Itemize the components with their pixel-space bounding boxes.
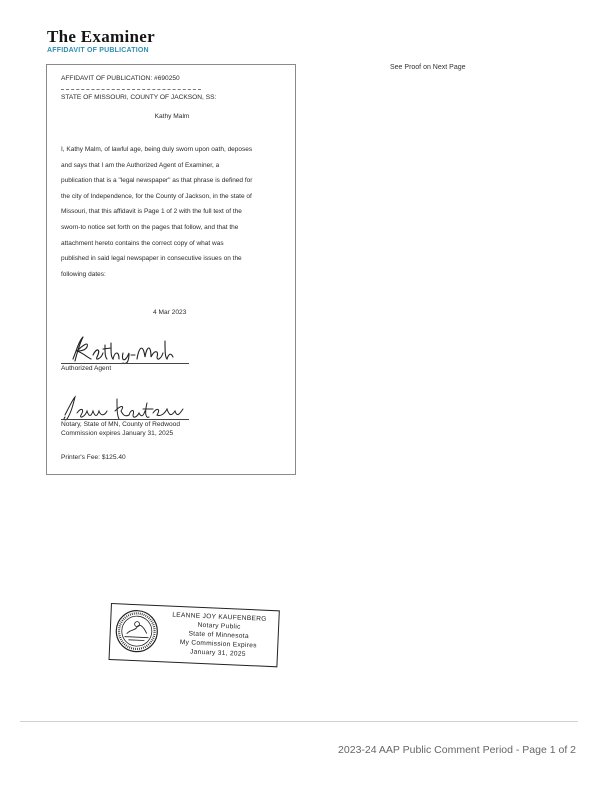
- paragraph-line: following dates:: [61, 270, 106, 278]
- notary-signature-line: [61, 419, 189, 420]
- paragraph-line: sworn-to notice set forth on the pages that follow, and that the: [61, 223, 239, 231]
- affidavit-box: [46, 64, 296, 475]
- notary-line: Notary, State of MN, County of Redwood: [61, 421, 180, 428]
- masthead-title: The Examiner: [47, 27, 155, 46]
- venue-line: STATE OF MISSOURI, COUNTY OF JACKSON, SS:: [61, 94, 217, 101]
- affidavit-number: AFFIDAVIT OF PUBLICATION: #690250: [61, 75, 180, 82]
- printers-fee: Printer's Fee: $125.40: [61, 454, 126, 461]
- paragraph-line: the city of Independence, for the County of Jackson, in the state of: [61, 192, 252, 200]
- stamp-line: January 31, 2025: [189, 648, 246, 658]
- stamp-line: My Commission Expires: [179, 639, 257, 650]
- page-footer: 2023-24 AAP Public Comment Period - Page 1 of 2: [338, 744, 576, 756]
- masthead-subtitle: AFFIDAVIT OF PUBLICATION: [47, 47, 149, 54]
- commission-line: Commission expires January 31, 2025: [61, 430, 174, 437]
- agent-signature-line: [61, 363, 189, 364]
- footer-divider: [20, 721, 578, 722]
- affiant-name: Kathy Malm: [154, 113, 190, 120]
- stamp-line: State of Minnesota: [188, 630, 250, 641]
- affidavit-paragraph: [61, 142, 289, 282]
- proof-note: See Proof on Next Page: [390, 64, 466, 71]
- paragraph-line: and says that I am the Authorized Agent of Examiner, a: [61, 161, 220, 169]
- notary-stamp: [109, 603, 280, 667]
- state-seal-icon: [114, 608, 160, 654]
- dashed-divider: [61, 89, 201, 90]
- stamp-line: Notary Public: [197, 621, 241, 631]
- agent-signature: [63, 333, 175, 365]
- paragraph-line: publication that is a "legal newspaper" as that phrase is defined for: [61, 177, 253, 185]
- stamp-line: LEANNE JOY KAUFENBERG: [172, 611, 267, 623]
- agent-title: Authorized Agent: [61, 365, 112, 372]
- paragraph-line: published in said legal newspaper in consecutive issues on the: [61, 255, 242, 263]
- paragraph-line: I, Kathy Malm, of lawful age, being duly sworn upon oath, deposes: [61, 146, 253, 153]
- paragraph-line: Missouri, that this affidavit is Page 1 of 2 with the full text of the: [61, 208, 242, 216]
- publication-date: 4 Mar 2023: [153, 309, 187, 316]
- paragraph-line: attachment hereto contains the correct copy of what was: [61, 239, 224, 247]
